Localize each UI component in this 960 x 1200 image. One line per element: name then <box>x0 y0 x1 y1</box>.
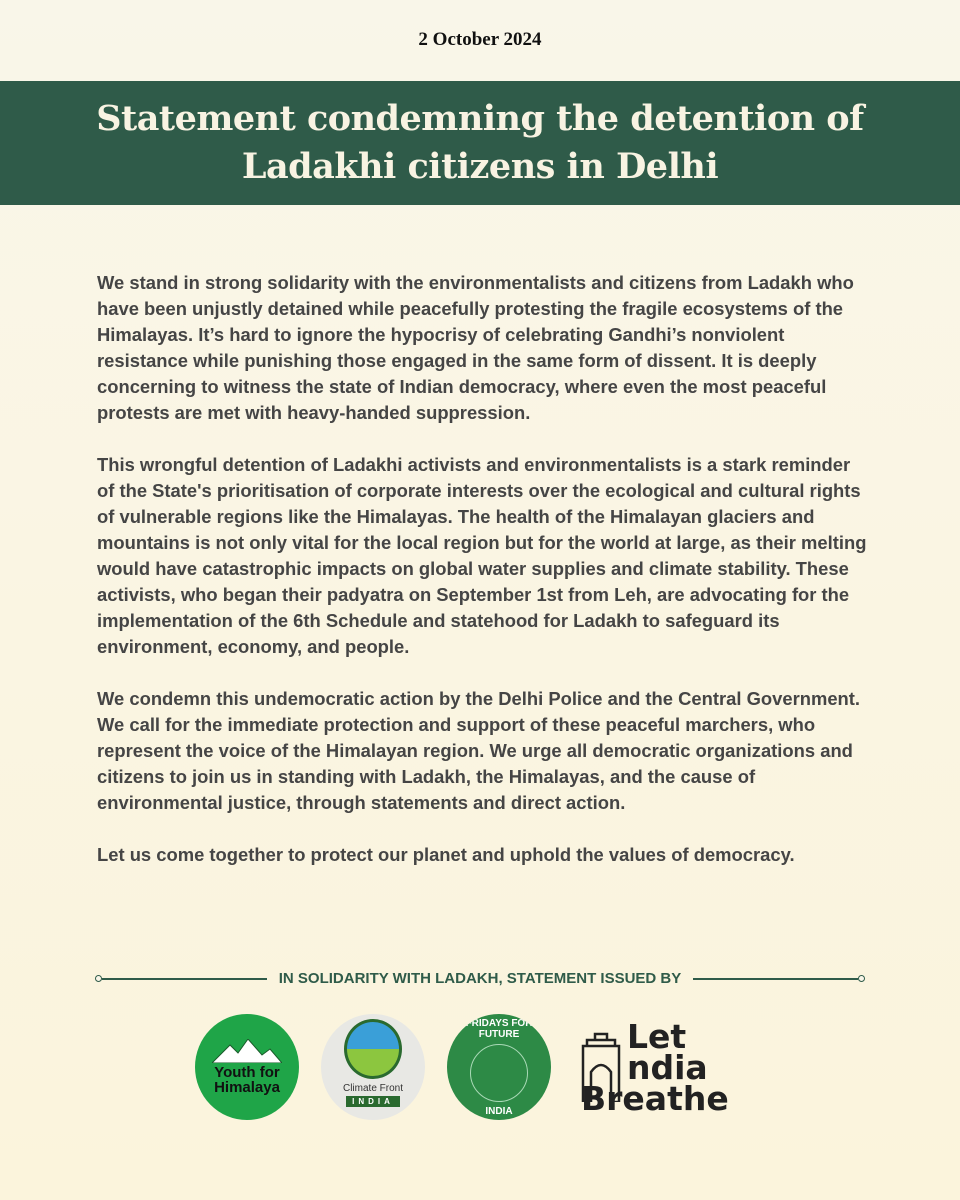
logo-text: INDIA <box>485 1105 513 1117</box>
fridays-for-future-india-logo <box>447 1014 551 1120</box>
globe-icon <box>470 1044 528 1102</box>
divider-dot <box>858 975 865 982</box>
logos <box>195 1014 729 1120</box>
date: 2 October 2024 <box>418 29 542 50</box>
let-india-breathe-logo <box>581 1016 729 1118</box>
footer-heading-text: IN SOLIDARITY WITH LADAKH, STATEMENT ISSUED BY <box>278 970 682 987</box>
logo-text: Let <box>627 1016 687 1056</box>
divider-line <box>693 978 858 980</box>
logo-text: ndia <box>627 1047 708 1087</box>
divider-line <box>102 978 267 980</box>
paragraph: This wrongful detention of Ladakhi activists and environmentalists is a stark reminder of the State's prioritisation of corporate interests over the ecological and cultural rights of vulnerable regions like the Himalayas. The health of the Himalayan glaciers and mountains is not only vital for the local region but for the world at large, as their melting would have catastrophic impacts on global water supplies and climate stability. These activists, who began their padyatra on September 1st from Leh, are advocating for the implementation of the 6th Schedule and statehood for Ladakh to safeguard its environment, economy, and people. <box>97 454 867 657</box>
logo-text: Youth for Himalaya <box>214 1064 280 1096</box>
paragraph: Let us come together to protect our planet and uphold the values of democracy. <box>97 844 795 865</box>
climate-front-india-logo <box>321 1014 425 1120</box>
mountain-icon <box>212 1039 282 1063</box>
title-banner <box>0 81 960 205</box>
divider-dot <box>95 975 102 982</box>
logo-text: Climate Front <box>342 1083 403 1094</box>
logo-text: INDIA <box>346 1096 400 1107</box>
leaf-icon <box>344 1019 402 1079</box>
statement-body <box>97 270 872 894</box>
footer-heading <box>95 970 865 987</box>
page-title: Statement condemning the detention of Ladakhi citizens in Delhi <box>96 98 864 187</box>
paragraph: We condemn this undemocratic action by the Delhi Police and the Central Government. We call for the immediate protection and support of these peaceful marchers, who represent the voice of the Himalayan region. We urge all democratic organizations and citizens to join us in standing with Ladakh, the Himalayas, and the cause of environmental justice, through statements and direct action. <box>97 688 861 813</box>
logo-text: FRIDAYS FOR FUTURE <box>465 1017 533 1040</box>
logo-text: Breathe <box>581 1078 729 1118</box>
youth-for-himalaya-logo <box>195 1014 299 1120</box>
paragraph: We stand in strong solidarity with the environmentalists and citizens from Ladakh who have been unjustly detained while peacefully protesting the fragile ecosystems of the Himalayas. It’s hard to ignore the hypocrisy of celebrating Gandhi’s nonviolent resistance while punishing those engaged in the same form of dissent. It is deeply concerning to witness the state of Indian democracy, where even the most peaceful protests are met with heavy-handed suppression. <box>97 272 854 423</box>
